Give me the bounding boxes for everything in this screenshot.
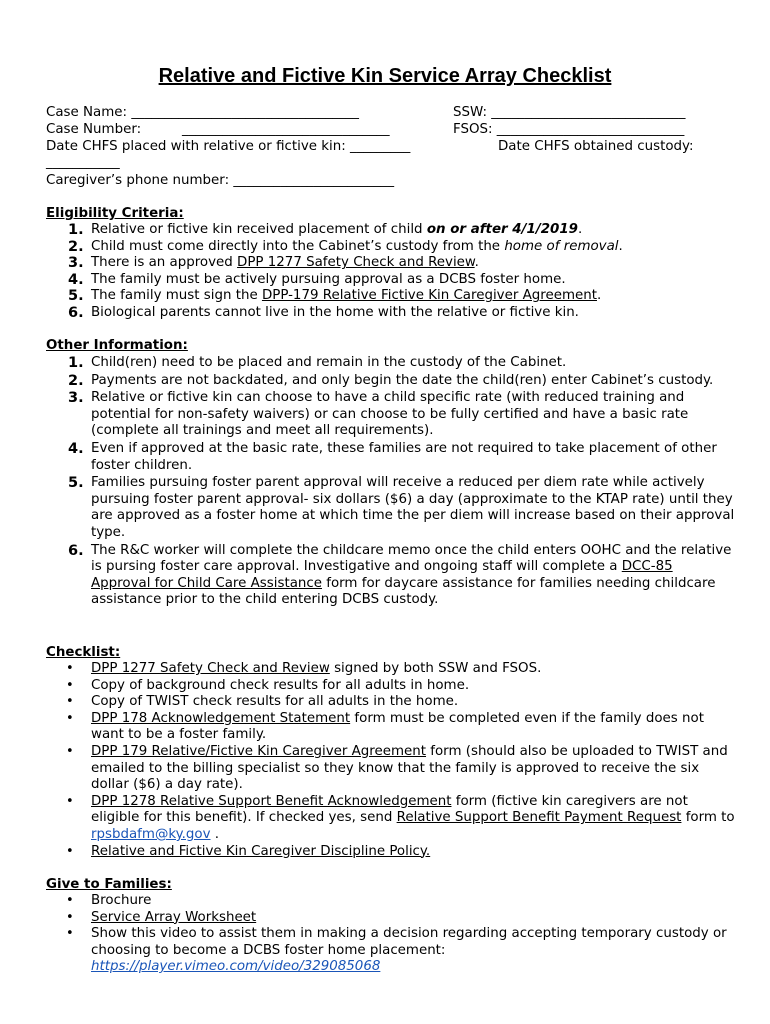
checklist-item — [46, 794, 736, 844]
bullet-icon: • — [66, 677, 74, 693]
list-item — [46, 390, 736, 440]
checklist-item — [46, 661, 736, 678]
dpp-179-link[interactable]: DPP-179 Relative Fictive Kin Caregiver Agreement — [261, 288, 597, 304]
phone-field — [46, 173, 394, 190]
list-item — [46, 222, 736, 239]
families-item — [46, 926, 736, 976]
item-text: Families pursuing foster parent approval will receive a reduced per diem rate while actively pursuing foster parent approval- six dollars ($6) a day (approximate to the KTAP rate) until they are approved as a foster home at which time the per diem will increase based on their approval type. — [91, 475, 735, 540]
fsos-label: FSOS: — [453, 122, 493, 137]
phone-label: Caregiver’s phone number: — [46, 173, 230, 188]
item-text: form to — [681, 810, 735, 826]
item-text: Relative or fictive kin received placement of child — [91, 222, 427, 237]
ssw-blank[interactable]: _____________________________ — [491, 105, 686, 120]
page-title: Relative and Fictive Kin Service Array Checklist — [158, 65, 612, 87]
checklist-item — [46, 744, 736, 794]
email-link[interactable]: rpsbdafm@ky.gov — [91, 826, 211, 842]
item-text: Copy of background check results for all adults in home. — [91, 677, 470, 693]
checklist-item — [46, 678, 736, 695]
item-text: Show this video to assist them in making a decision regarding accepting temporary custody or choosing to become a DCBS foster home placement: — [91, 926, 727, 958]
item-text: . — [596, 288, 602, 304]
item-text: . — [577, 222, 583, 237]
item-number: 1. — [68, 222, 84, 238]
item-text: The R&C worker will complete the childcare memo once the child enters OOHC and the relative is pursing foster care approval. Investigative and ongoing staff will complete a — [91, 542, 732, 575]
other-info-list — [46, 355, 736, 609]
bullet-icon: • — [66, 743, 74, 759]
bullet-icon: • — [66, 694, 74, 710]
item-emphasis: home of removal — [504, 238, 619, 254]
families-heading: Give to Families: — [46, 877, 172, 892]
worksheet-link[interactable]: Service Array Worksheet — [91, 909, 257, 925]
item-number: 5. — [68, 475, 84, 492]
list-item — [46, 255, 736, 272]
item-text: There is an approved — [91, 255, 238, 271]
ssw-label: SSW: — [453, 105, 487, 120]
dpp-179-link[interactable]: DPP 179 Relative/Fictive Kin Caregiver Agreement — [91, 743, 427, 759]
case-number-field — [46, 122, 141, 139]
other-info-heading: Other Information: — [46, 338, 188, 353]
item-number: 1. — [68, 355, 84, 371]
item-text: . — [210, 826, 220, 842]
bullet-icon: • — [66, 661, 74, 676]
item-number: 6. — [68, 304, 84, 321]
bullet-icon: • — [66, 926, 74, 942]
list-item — [46, 543, 736, 609]
bullet-icon: • — [66, 893, 74, 908]
item-text: Child must come directly into the Cabinet’s custody from the — [91, 238, 505, 254]
item-number: 4. — [68, 440, 84, 457]
checklist-item — [46, 711, 736, 744]
date-placed-label: Date CHFS placed with relative or fictive kin: — [46, 139, 346, 154]
item-text: Copy of TWIST check results for all adults in the home. — [91, 694, 459, 710]
dpp-1278-link[interactable]: DPP 1278 Relative Support Benefit Acknowledgement — [91, 793, 452, 809]
eligibility-heading: Eligibility Criteria: — [46, 206, 184, 221]
item-emphasis: on or after 4/1/2019 — [426, 222, 578, 237]
checklist-item — [46, 844, 736, 861]
item-number: 4. — [68, 271, 84, 288]
list-item — [46, 355, 736, 372]
item-text: Relative or fictive kin can choose to have a child specific rate (with reduced training and potential for non-safety waivers) or can choose to be fully certified and have a basic rate (complete all trainings and meet all requirements). — [91, 390, 689, 439]
checklist-list — [46, 661, 736, 860]
fsos-blank[interactable]: ____________________________ — [496, 122, 685, 137]
date-placed-blank[interactable]: _________ — [350, 139, 411, 154]
families-list — [46, 893, 736, 976]
item-text: form (fictive kin caregivers are not eligible for this benefit). If checked yes, send — [91, 793, 688, 826]
list-item — [46, 441, 736, 474]
dcc-85-link[interactable]: DCC-85 Approval for Child Care Assistance — [91, 559, 673, 591]
case-name-field — [46, 105, 359, 122]
ssw-field — [453, 105, 685, 122]
item-number: 5. — [68, 288, 84, 305]
date-obtained-label: Date CHFS obtained custody: — [498, 139, 694, 154]
fsos-field — [453, 122, 684, 139]
payment-request-link[interactable]: Relative Support Benefit Payment Request — [396, 810, 682, 826]
list-item — [46, 272, 736, 289]
item-text: signed by both SSW and FSOS. — [329, 661, 542, 676]
discipline-policy-link[interactable]: Relative and Fictive Kin Caregiver Discipline Policy. — [91, 843, 431, 859]
case-number-label: Case Number: — [46, 122, 142, 137]
list-item — [46, 288, 736, 305]
phone-blank[interactable]: ________________________ — [233, 173, 395, 188]
item-number: 2. — [68, 238, 84, 255]
bullet-icon: • — [66, 843, 74, 859]
list-item — [46, 239, 736, 256]
item-number: 3. — [68, 255, 84, 272]
bullet-icon: • — [66, 793, 74, 809]
item-number: 2. — [68, 372, 84, 389]
families-item — [46, 910, 736, 927]
item-text: The family must sign the — [91, 288, 262, 304]
date-obtained-blank[interactable]: ___________ — [46, 155, 120, 170]
item-text: . — [618, 238, 623, 254]
item-text: Payments are not backdated, and only begin the date the child(ren) enter Cabinet’s custody. — [91, 372, 714, 388]
eligibility-list — [46, 222, 736, 322]
dpp-1277-link[interactable]: DPP 1277 Safety Check and Review — [237, 255, 475, 271]
item-text: Child(ren) need to be placed and remain in the custody of the Cabinet. — [91, 355, 567, 370]
case-name-blank[interactable]: __________________________________ — [131, 105, 359, 120]
item-text: form (should also be uploaded to TWIST and emailed to the billing specialist so they know that the family is approved to receive the six dollar ($6) a day rate). — [91, 743, 728, 793]
video-link[interactable]: https://player.vimeo.com/video/329085068 — [91, 959, 381, 975]
item-text: form for daycare assistance for families needing childcare assistance prior to the child entering DCBS custody. — [91, 575, 716, 608]
list-item — [46, 475, 736, 541]
item-number: 6. — [68, 542, 84, 559]
bullet-icon: • — [66, 909, 74, 925]
item-text: . — [474, 255, 479, 271]
dpp-1277-link[interactable]: DPP 1277 Safety Check and Review — [91, 661, 330, 676]
item-text: form must be completed even if the family does not want to be a foster family. — [91, 710, 704, 743]
dpp-178-link[interactable]: DPP 178 Acknowledgement Statement — [91, 710, 351, 726]
checklist-heading: Checklist: — [46, 645, 121, 660]
families-item — [46, 893, 736, 910]
item-text: The family must be actively pursuing approval as a DCBS foster home. — [91, 271, 566, 287]
list-item — [46, 373, 736, 390]
item-text: Brochure — [91, 893, 152, 908]
list-item — [46, 305, 736, 322]
item-text: Even if approved at the basic rate, these families are not required to take placement of other foster children. — [91, 440, 717, 473]
checklist-item — [46, 694, 736, 711]
bullet-icon: • — [66, 710, 74, 726]
case-number-blank[interactable]: _______________________________ — [182, 122, 390, 137]
date-placed-field — [46, 139, 410, 156]
item-number: 3. — [68, 390, 84, 407]
case-name-label: Case Name: — [46, 105, 128, 120]
item-text: Biological parents cannot live in the home with the relative or fictive kin. — [91, 304, 579, 320]
